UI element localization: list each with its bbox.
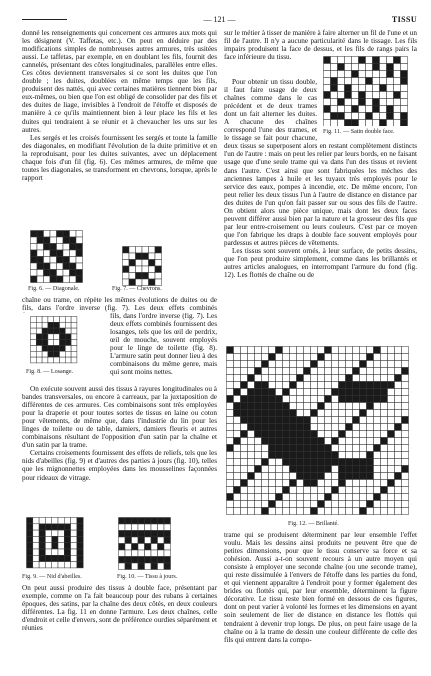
page-header (22, 15, 417, 24)
right-text-block-2a: Pour obtenir un tissu double, il faut faire usage de deux chaînes comme dans le cas précédent et de deux trames dont un fait alterner les duites. A chacune des chaînes correspond l'une des trames, et le tissage se fait pour chacune, (224, 78, 317, 142)
figure-7-caption: Fig. 7. — Chevrons. (112, 286, 162, 292)
right-text-block-2b: deux tissus se superposent alors en restant complètement distincts l'un de l'autre : mais on peut les relier par leurs bords, en ne faisant usage que d'une seule trame qui va dans l'un des tissus et revient dans l'autre. C'est ainsi que sont fabriquées les mèches des anciennes lampes à huile et les tuyaux très employés pour le service des eaux, pompes à incendie, etc. De même encore, l'on peut relier les deux tissus l'un à l'autre de distance en distance par des duites de l'un qu'on fait passer sur ou sous des fils de l'autre. On obtient alors une pièce unique, mais dont les deux faces peuvent différer aussi bien par la nature et la grosseur des fils que par leur entre-croisement ou leurs couleurs. C'est par ce moyen que l'on fabrique les draps à double face souvent employés pour pardessus et autres pièces de vêtements. Les tissus sont souvent ornés, à leur surface, de petits dessins, que l'on peut produire simplement, comme dans les brillantés et autres articles analogues, en interrompant l'armure du fond (fig. 12). Les flottés de chaîne ou de (224, 142, 417, 280)
page-number: — 121 — (203, 15, 236, 24)
left-text-block-4: On exécute souvent aussi des tissus à rayures longitudinales ou à bandes transversales, ou encore à carreaux, par la juxtaposition de différentes de ces armures. Ces combinaisons sont très employées pour la draperie et pour toutes sortes de tissus en laine ou coton pour vêtements, de même que, dans l'industrie du lin pour les linges de toilette ou de table, damiers, damiers fleuris et autres combinaisons résultant de l'opposition d'un satin par la chaîne et d'un satin par la trame. Certains croisements fournissent des effets de reliefs, tels que les nids d'abeilles (fig. 9) et d'autres des parties à jours (fig. 10), telles que les mignonnettes employées dans les mousselines façonnées pour rideaux de vitrage. (22, 385, 217, 482)
figure-7 (122, 246, 162, 286)
figure-9 (26, 517, 86, 571)
figure-9-caption: Fig. 9. — Nid d'abeilles. (22, 574, 82, 580)
figure-6-caption: Fig. 6. — Diagonale. (28, 286, 80, 292)
figure-8-caption: Fig. 8. — Losange. (26, 369, 74, 375)
figure-8 (30, 316, 78, 364)
right-text-block-4: trame qui se produisent déterminent par leur ensemble l'effet voulu. Mais les dessins ainsi produits ne peuvent être que de petites dimensions, pour que le tissu conserve sa force et sa cohésion. Aussi a-t-on souvent recours à un autre moyen qui consiste à employer une seconde chaîne (ou une seconde trame), qui reste dissimulée à l'envers de l'étoffe dans les parties du fond, et qui viennent apparaître à l'endroit pour y former également des brides ou flottés qui, par leur ensemble, déterminent la figure décorative. Le tissu reste bien formé en dessous de ces figures, dont on peut varier à volonté les formes et les dimensions en ayant soin seulement de lier de distance en distance les flottés qui tendraient à devenir trop longs. De plus, on peut faire usage de la chaîne ou à la trame de dessin une couleur différente de celle des fils qui entrent dans la compo- (224, 531, 417, 644)
figure-11 (323, 56, 411, 126)
right-text-block-1: sur le métier à tisser de manière à faire alterner un fil de l'une et un fil de l'autre. Il n'y a aucune particularité dans le tissage. Les fils impairs produisent la face de dessus, et les fils de rangs pairs la face inférieure du tissu. (224, 29, 417, 62)
left-text-block-6: On peut aussi produire des tissus à double face, présentant par exemple, comme on l'a fait beaucoup pour des rubans à certaines époques, des satins, par la chaîne des deux côtés, en deux couleurs différentes. La fig. 11 en donne l'armure. Les deux chaînes, celle d'endroit et celle d'envers, sont de préférence ourdies séparément et réunies (22, 584, 217, 633)
running-title: TISSU (391, 15, 417, 24)
left-text-block-1: donné les renseignements qui concernent ces armures aux mots qui les désignent (V. Taffetas, etc.). On peut en déduire par des modifications simples de nombreuses autres armures, très usitées aussi. Le taffetas, par exemple, en en doublant les fils, fournit des cannelés, présentant des côtes longitudinales, parallèles entre elles. Ces côtes deviennent transversales si ce sont les duites que l'on double ; les duites, doublées en même temps que les fils, produisent des nattés, qui avec certaines matières tiennent bien par eux-mêmes, ou bien que l'on est obligé de consolider par des fils et des duites de liage, invisibles à l'endroit de l'étoffe et disposés de manière à ce qu'ils maintiennent bien à leur place les fils et les duites qui tendraient à se réunir et à chevaucher les uns sur les autres. Les sergés et les croisés fournissent les sergés et toute la famille des diagonales, en modifiant l'évolution de la duite primitive et en la reproduisant, pour les duites suivantes, avec un déplacement chaque fois d'un fil (fig. 6). Ces mêmes armures, de même que toutes les diagonales, se transforment en chevrons, lorsque, après le rapport (22, 29, 217, 182)
figure-6 (30, 230, 84, 284)
figure-10-caption: Fig. 10. — Tissu à jours. (117, 574, 178, 580)
left-text-block-3b: fils, dans l'ordre inverse (fig. 7). Les deux effets combinés fournissent des losanges, tels que les œil de perdrix, œil de mouche, souvent employés pour le linge de toilette (fig. 8). L'armure satin peut donner lieu à des combinaisons du même genre, mais qui sont moins nettes. (110, 313, 217, 377)
figure-10 (118, 517, 172, 571)
left-text-block-3a: chaîne ou trame, on répète les mêmes évolutions de duites ou de fils, dans l'ordre inverse (fig. 7). Les deux effets combinés (22, 296, 217, 313)
figure-12 (226, 346, 415, 518)
figure-12-caption: Fig. 12. — Brillanté. (288, 521, 339, 527)
figure-11-caption: Fig. 11. — Satin double face. (323, 129, 395, 135)
